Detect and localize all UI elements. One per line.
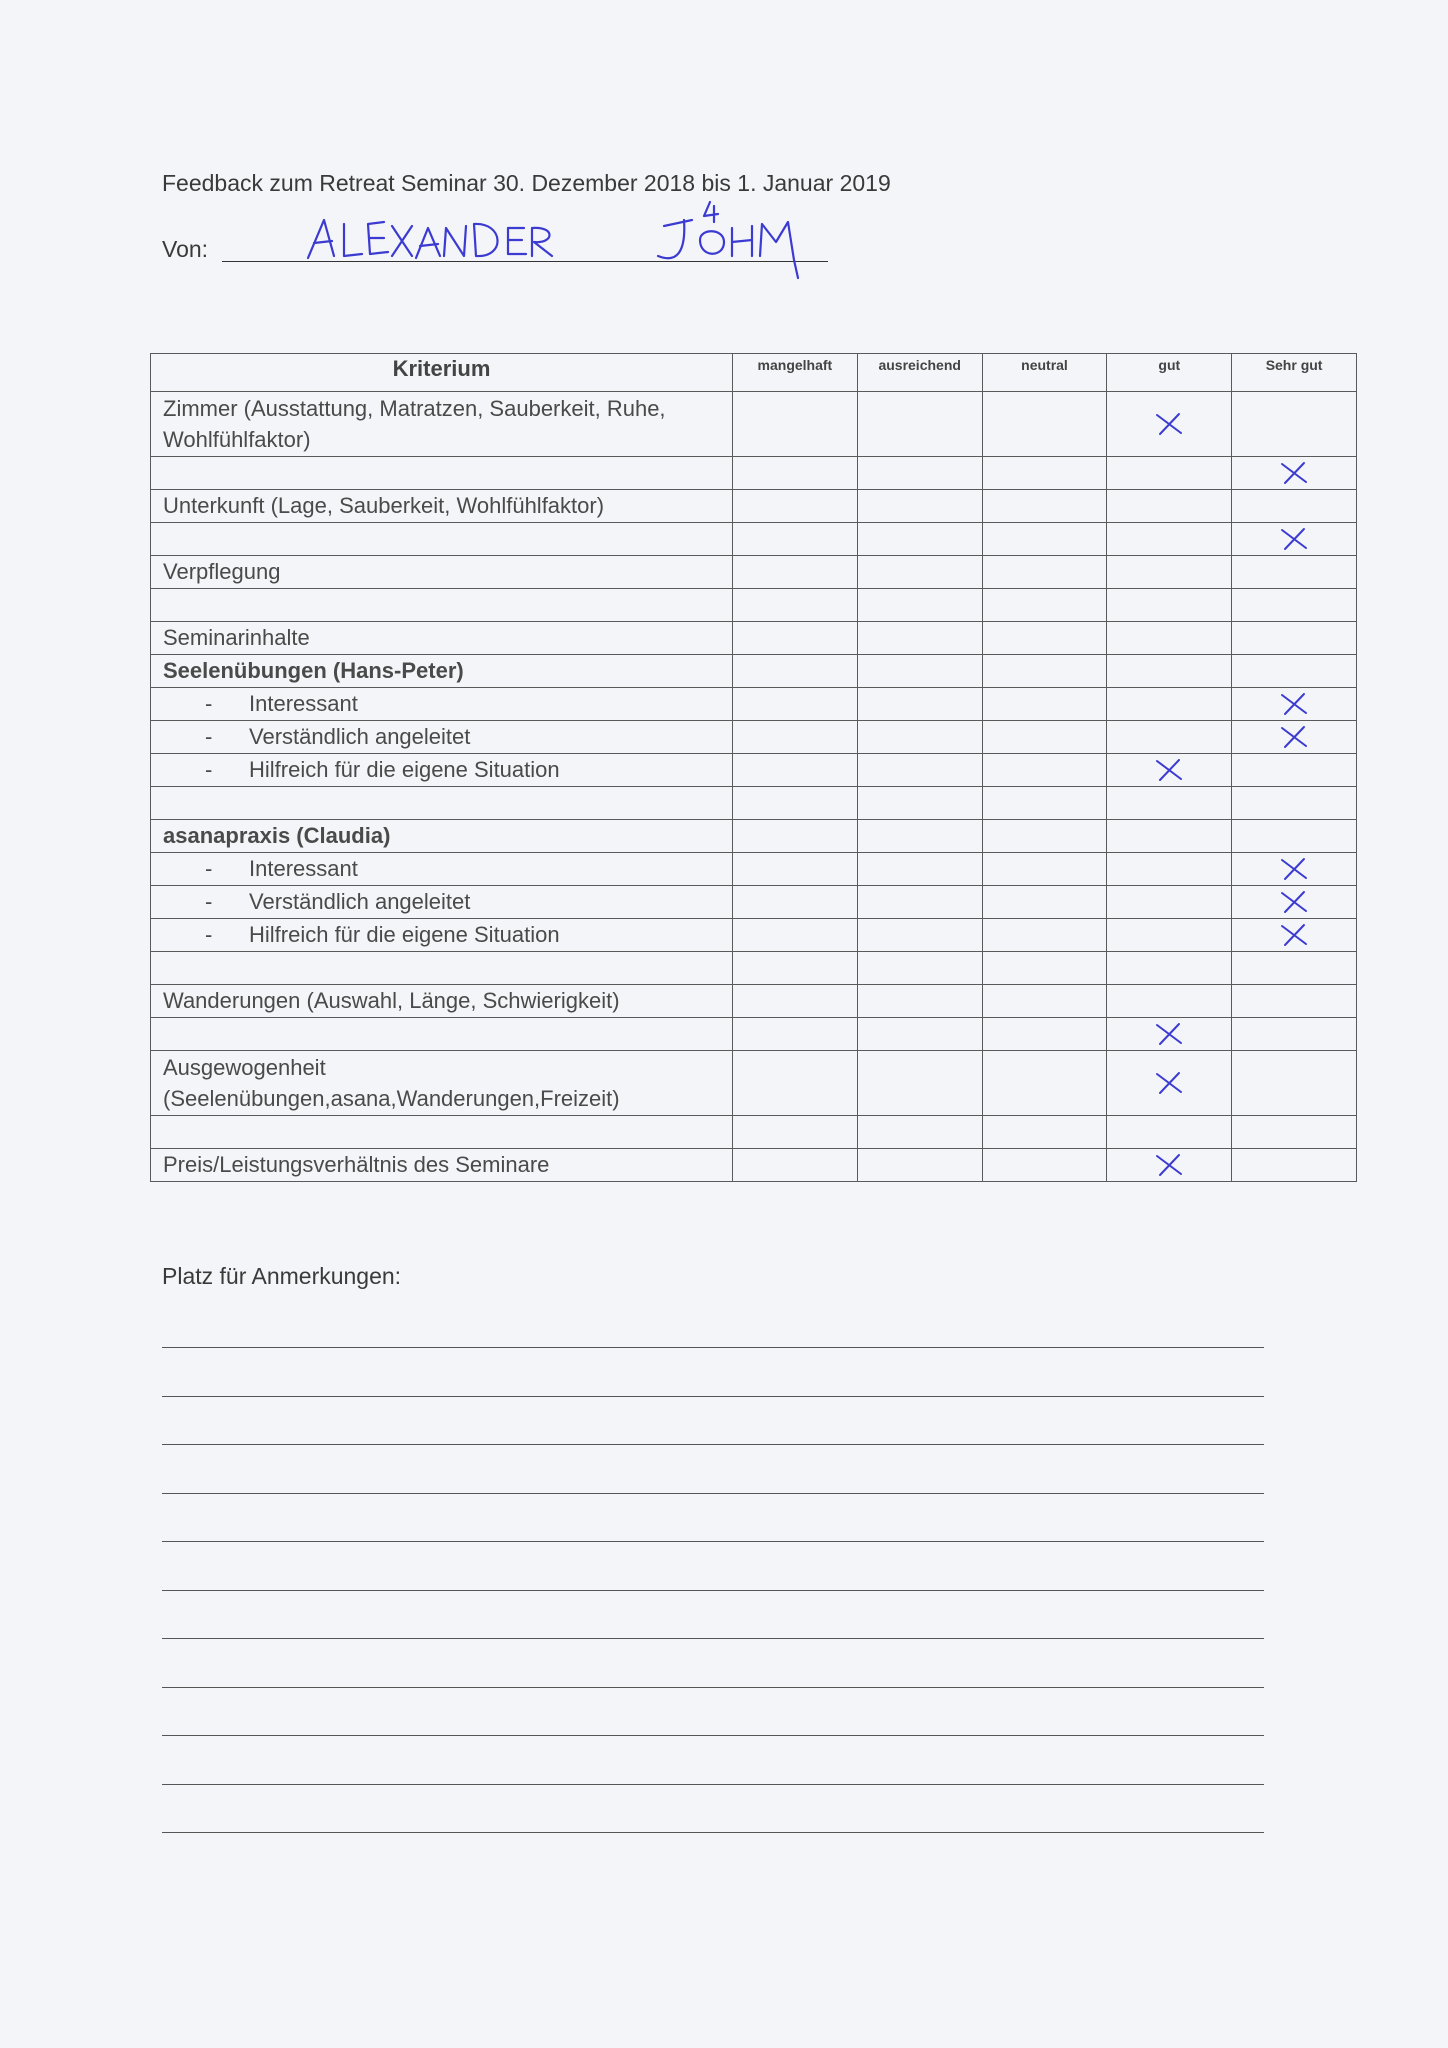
rating-cell-neutral[interactable] <box>982 886 1107 919</box>
check-x-icon <box>1277 459 1311 487</box>
rating-cell-mangelhaft[interactable] <box>733 1051 858 1116</box>
von-label: Von: <box>162 236 209 262</box>
rating-cell-mangelhaft[interactable] <box>733 1116 858 1149</box>
remark-line[interactable] <box>162 1444 1264 1445</box>
criterion-label: Ausgewogenheit (Seelenübungen,asana,Wanderungen,Freizeit) <box>163 1055 620 1111</box>
table-row <box>151 589 1357 622</box>
rating-cell-gut[interactable] <box>1107 622 1232 655</box>
column-header-neutral: neutral <box>982 354 1107 392</box>
rating-cell-gut[interactable] <box>1107 457 1232 490</box>
criterion-cell <box>151 622 733 655</box>
criterion-cell <box>151 392 733 457</box>
rating-cell-neutral[interactable] <box>982 1018 1107 1051</box>
table-row <box>151 820 1357 853</box>
rating-cell-mangelhaft[interactable] <box>733 523 858 556</box>
rating-cell-sehr-gut[interactable] <box>1232 622 1357 655</box>
rating-cell-mangelhaft[interactable] <box>733 589 858 622</box>
table-row <box>151 787 1357 820</box>
handwritten-signature <box>300 198 840 288</box>
criterion-label: asanapraxis (Claudia) <box>163 823 391 848</box>
table-header-row <box>151 354 1357 392</box>
table-row <box>151 490 1357 523</box>
criterion-label: Zimmer (Ausstattung, Matratzen, Sauberkeit, Ruhe, Wohlfühlfaktor) <box>163 396 666 452</box>
check-x-icon <box>1152 1151 1186 1179</box>
criterion-cell <box>151 1149 733 1182</box>
rating-cell-ausreichend[interactable] <box>857 721 982 754</box>
table-row <box>151 622 1357 655</box>
criterion-cell <box>151 952 733 985</box>
criterion-cell <box>151 754 733 787</box>
rating-cell-sehr-gut[interactable] <box>1232 589 1357 622</box>
column-header-sehr-gut: Sehr gut <box>1232 354 1357 392</box>
rating-cell-gut[interactable] <box>1107 490 1232 523</box>
criterion-label: Hilfreich für die eigene Situation <box>249 757 560 782</box>
remark-line[interactable] <box>162 1687 1264 1688</box>
rating-cell-sehr-gut[interactable] <box>1232 1051 1357 1116</box>
list-dash: - <box>205 691 213 716</box>
criterion-cell <box>151 820 733 853</box>
rating-cell-gut[interactable] <box>1107 392 1232 457</box>
rating-cell-ausreichend[interactable] <box>857 853 982 886</box>
table-row <box>151 853 1357 886</box>
rating-cell-mangelhaft[interactable] <box>733 754 858 787</box>
rating-cell-gut[interactable] <box>1107 556 1232 589</box>
rating-cell-mangelhaft[interactable] <box>733 490 858 523</box>
table-row <box>151 688 1357 721</box>
rating-cell-mangelhaft[interactable] <box>733 886 858 919</box>
rating-cell-mangelhaft[interactable] <box>733 985 858 1018</box>
rating-cell-mangelhaft[interactable] <box>733 853 858 886</box>
criterion-label: Verständlich angeleitet <box>249 889 471 914</box>
criterion-cell <box>151 688 733 721</box>
rating-cell-gut[interactable] <box>1107 952 1232 985</box>
column-header-mangelhaft: mangelhaft <box>733 354 858 392</box>
rating-cell-mangelhaft[interactable] <box>733 820 858 853</box>
rating-cell-neutral[interactable] <box>982 985 1107 1018</box>
rating-cell-gut[interactable] <box>1107 820 1232 853</box>
rating-cell-neutral[interactable] <box>982 820 1107 853</box>
criterion-cell <box>151 655 733 688</box>
criterion-cell <box>151 490 733 523</box>
rating-cell-mangelhaft[interactable] <box>733 787 858 820</box>
table-row <box>151 952 1357 985</box>
rating-cell-sehr-gut[interactable] <box>1232 820 1357 853</box>
rating-cell-gut[interactable] <box>1107 721 1232 754</box>
remark-line[interactable] <box>162 1784 1264 1785</box>
check-x-icon <box>1152 1020 1186 1048</box>
remarks-label: Platz für Anmerkungen: <box>162 1263 402 1289</box>
remark-line[interactable] <box>162 1396 1264 1397</box>
criterion-cell <box>151 985 733 1018</box>
check-x-icon <box>1152 756 1186 784</box>
criterion-cell <box>151 523 733 556</box>
rating-cell-neutral[interactable] <box>982 688 1107 721</box>
rating-cell-neutral[interactable] <box>982 490 1107 523</box>
rating-cell-sehr-gut[interactable] <box>1232 886 1357 919</box>
criterion-label: Preis/Leistungsverhältnis des Seminare <box>163 1152 550 1177</box>
remark-line[interactable] <box>162 1832 1264 1833</box>
rating-cell-ausreichend[interactable] <box>857 985 982 1018</box>
check-x-icon <box>1277 525 1311 553</box>
rating-cell-mangelhaft[interactable] <box>733 721 858 754</box>
table-row <box>151 754 1357 787</box>
rating-cell-mangelhaft[interactable] <box>733 655 858 688</box>
rating-cell-gut[interactable] <box>1107 655 1232 688</box>
rating-cell-neutral[interactable] <box>982 787 1107 820</box>
criterion-cell <box>151 787 733 820</box>
rating-cell-ausreichend[interactable] <box>857 523 982 556</box>
list-dash: - <box>205 724 213 749</box>
rating-cell-mangelhaft[interactable] <box>733 392 858 457</box>
table-row <box>151 1116 1357 1149</box>
column-header-ausreichend: ausreichend <box>857 354 982 392</box>
rating-cell-sehr-gut[interactable] <box>1232 1116 1357 1149</box>
criterion-label: Seelenübungen (Hans-Peter) <box>163 658 464 683</box>
remark-line[interactable] <box>162 1590 1264 1591</box>
rating-cell-mangelhaft[interactable] <box>733 1018 858 1051</box>
rating-cell-gut[interactable] <box>1107 853 1232 886</box>
table-row <box>151 392 1357 457</box>
column-header-kriterium: Kriterium <box>151 354 733 392</box>
rating-cell-ausreichend[interactable] <box>857 688 982 721</box>
rating-cell-neutral[interactable] <box>982 754 1107 787</box>
rating-cell-mangelhaft[interactable] <box>733 457 858 490</box>
rating-cell-ausreichend[interactable] <box>857 556 982 589</box>
remark-line[interactable] <box>162 1541 1264 1542</box>
rating-cell-gut[interactable] <box>1107 589 1232 622</box>
rating-cell-neutral[interactable] <box>982 1149 1107 1182</box>
check-x-icon <box>1277 888 1311 916</box>
rating-cell-mangelhaft[interactable] <box>733 919 858 952</box>
rating-cell-neutral[interactable] <box>982 919 1107 952</box>
remark-line[interactable] <box>162 1493 1264 1494</box>
check-x-icon <box>1277 690 1311 718</box>
rating-cell-gut[interactable] <box>1107 1149 1232 1182</box>
rating-cell-sehr-gut[interactable] <box>1232 392 1357 457</box>
rating-table <box>150 353 1357 1182</box>
rating-cell-ausreichend[interactable] <box>857 919 982 952</box>
rating-cell-ausreichend[interactable] <box>857 1116 982 1149</box>
rating-cell-sehr-gut[interactable] <box>1232 688 1357 721</box>
rating-cell-sehr-gut[interactable] <box>1232 721 1357 754</box>
rating-cell-mangelhaft[interactable] <box>733 688 858 721</box>
rating-cell-gut[interactable] <box>1107 985 1232 1018</box>
criterion-label: Unterkunft (Lage, Sauberkeit, Wohlfühlfaktor) <box>163 493 605 518</box>
check-x-icon <box>1277 921 1311 949</box>
table-row <box>151 1018 1357 1051</box>
rating-cell-sehr-gut[interactable] <box>1232 523 1357 556</box>
rating-cell-neutral[interactable] <box>982 523 1107 556</box>
rating-cell-neutral[interactable] <box>982 457 1107 490</box>
rating-cell-sehr-gut[interactable] <box>1232 919 1357 952</box>
criterion-label: Interessant <box>249 856 358 881</box>
list-dash: - <box>205 757 213 782</box>
rating-cell-gut[interactable] <box>1107 523 1232 556</box>
rating-cell-sehr-gut[interactable] <box>1232 985 1357 1018</box>
criterion-label: Seminarinhalte <box>163 625 310 650</box>
rating-cell-ausreichend[interactable] <box>857 589 982 622</box>
rating-cell-neutral[interactable] <box>982 853 1107 886</box>
table-body <box>151 392 1357 1182</box>
table-row <box>151 886 1357 919</box>
remark-line[interactable] <box>162 1735 1264 1736</box>
column-header-gut: gut <box>1107 354 1232 392</box>
rating-cell-gut[interactable] <box>1107 1018 1232 1051</box>
rating-cell-sehr-gut[interactable] <box>1232 754 1357 787</box>
rating-cell-sehr-gut[interactable] <box>1232 655 1357 688</box>
form-title: Feedback zum Retreat Seminar 30. Dezember 2018 bis 1. Januar 2019 <box>162 170 891 196</box>
rating-cell-ausreichend[interactable] <box>857 1018 982 1051</box>
rating-cell-sehr-gut[interactable] <box>1232 853 1357 886</box>
table-row <box>151 556 1357 589</box>
rating-cell-sehr-gut[interactable] <box>1232 490 1357 523</box>
criterion-label: Verständlich angeleitet <box>249 724 471 749</box>
list-dash: - <box>205 922 213 947</box>
rating-cell-ausreichend[interactable] <box>857 392 982 457</box>
rating-cell-gut[interactable] <box>1107 1051 1232 1116</box>
rating-cell-gut[interactable] <box>1107 688 1232 721</box>
rating-cell-neutral[interactable] <box>982 556 1107 589</box>
criterion-cell <box>151 556 733 589</box>
rating-cell-ausreichend[interactable] <box>857 820 982 853</box>
check-x-icon <box>1152 410 1186 438</box>
rating-cell-neutral[interactable] <box>982 392 1107 457</box>
rating-cell-neutral[interactable] <box>982 622 1107 655</box>
list-dash: - <box>205 856 213 881</box>
rating-cell-gut[interactable] <box>1107 787 1232 820</box>
remark-line[interactable] <box>162 1638 1264 1639</box>
rating-cell-gut[interactable] <box>1107 1116 1232 1149</box>
table-row <box>151 985 1357 1018</box>
rating-cell-sehr-gut[interactable] <box>1232 556 1357 589</box>
rating-cell-mangelhaft[interactable] <box>733 1149 858 1182</box>
rating-cell-sehr-gut[interactable] <box>1232 457 1357 490</box>
table-row <box>151 655 1357 688</box>
criterion-label: Wanderungen (Auswahl, Länge, Schwierigkeit) <box>163 988 620 1013</box>
criterion-cell <box>151 886 733 919</box>
rating-cell-sehr-gut[interactable] <box>1232 787 1357 820</box>
rating-cell-neutral[interactable] <box>982 589 1107 622</box>
table-row <box>151 457 1357 490</box>
criterion-label: Hilfreich für die eigene Situation <box>249 922 560 947</box>
criterion-cell <box>151 919 733 952</box>
rating-cell-mangelhaft[interactable] <box>733 622 858 655</box>
criterion-cell <box>151 589 733 622</box>
criterion-cell <box>151 721 733 754</box>
rating-cell-sehr-gut[interactable] <box>1232 952 1357 985</box>
criterion-label: Interessant <box>249 691 358 716</box>
rating-cell-neutral[interactable] <box>982 655 1107 688</box>
rating-cell-ausreichend[interactable] <box>857 457 982 490</box>
rating-cell-mangelhaft[interactable] <box>733 556 858 589</box>
check-x-icon <box>1152 1069 1186 1097</box>
rating-cell-mangelhaft[interactable] <box>733 952 858 985</box>
table-row <box>151 919 1357 952</box>
table-row <box>151 523 1357 556</box>
rating-cell-neutral[interactable] <box>982 1116 1107 1149</box>
rating-cell-gut[interactable] <box>1107 754 1232 787</box>
rating-cell-ausreichend[interactable] <box>857 490 982 523</box>
check-x-icon <box>1277 855 1311 883</box>
rating-cell-ausreichend[interactable] <box>857 787 982 820</box>
rating-cell-gut[interactable] <box>1107 919 1232 952</box>
criterion-cell <box>151 1051 733 1116</box>
rating-cell-gut[interactable] <box>1107 886 1232 919</box>
rating-cell-neutral[interactable] <box>982 952 1107 985</box>
rating-cell-neutral[interactable] <box>982 721 1107 754</box>
table-row <box>151 721 1357 754</box>
criterion-cell <box>151 853 733 886</box>
rating-cell-ausreichend[interactable] <box>857 622 982 655</box>
rating-cell-ausreichend[interactable] <box>857 655 982 688</box>
check-x-icon <box>1277 723 1311 751</box>
rating-cell-sehr-gut[interactable] <box>1232 1018 1357 1051</box>
rating-cell-ausreichend[interactable] <box>857 1149 982 1182</box>
rating-cell-ausreichend[interactable] <box>857 886 982 919</box>
list-dash: - <box>205 889 213 914</box>
criterion-cell <box>151 457 733 490</box>
rating-cell-neutral[interactable] <box>982 1051 1107 1116</box>
rating-cell-ausreichend[interactable] <box>857 754 982 787</box>
table-row <box>151 1051 1357 1116</box>
rating-cell-sehr-gut[interactable] <box>1232 1149 1357 1182</box>
remark-line[interactable] <box>162 1347 1264 1348</box>
table-row <box>151 1149 1357 1182</box>
criterion-cell <box>151 1018 733 1051</box>
criterion-label: Verpflegung <box>163 559 281 584</box>
rating-cell-ausreichend[interactable] <box>857 952 982 985</box>
criterion-cell <box>151 1116 733 1149</box>
rating-cell-ausreichend[interactable] <box>857 1051 982 1116</box>
